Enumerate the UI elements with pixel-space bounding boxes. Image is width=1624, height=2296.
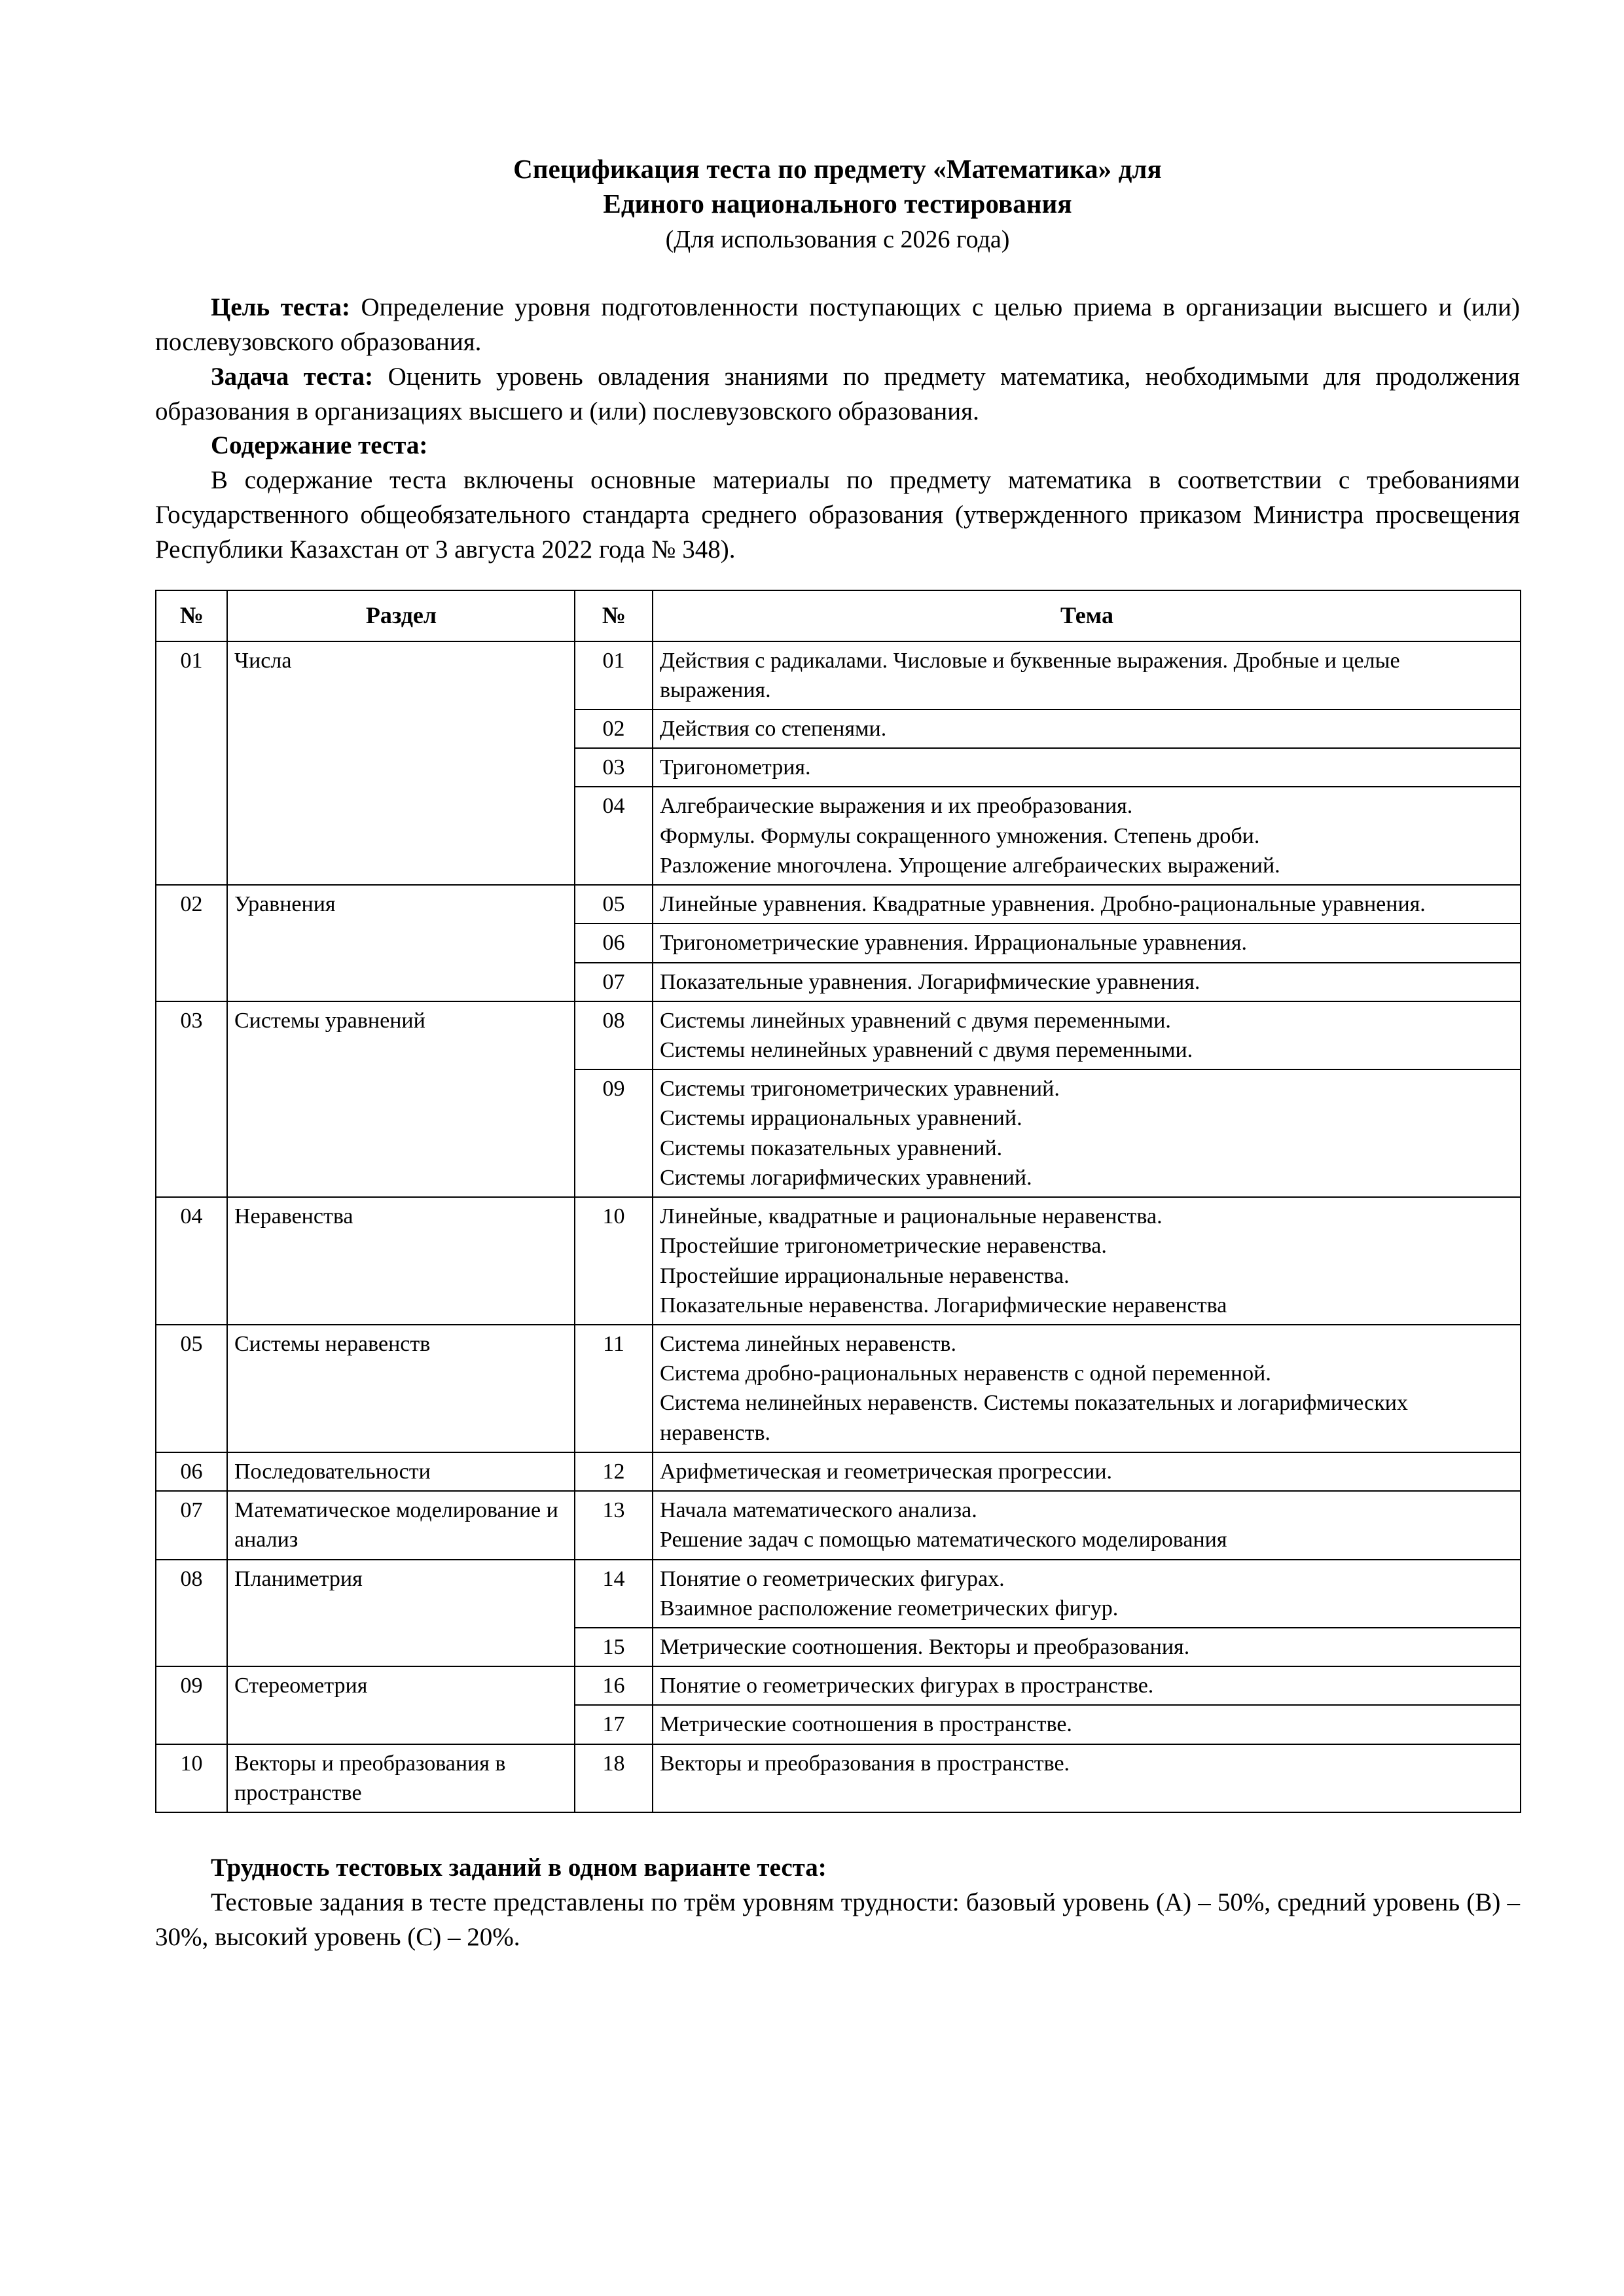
page-subtitle: (Для использования с 2026 года) — [665, 225, 1010, 253]
difficulty-block — [155, 1851, 1520, 1955]
topic-line: Векторы и преобразования в пространстве. — [660, 1751, 1070, 1776]
difficulty-heading: Трудность тестовых заданий в одном варианте теста: — [211, 1854, 827, 1882]
topic-text-cell — [653, 1452, 1521, 1491]
topic-text-cell — [653, 1705, 1521, 1744]
task-label: Задача теста: — [211, 362, 374, 391]
topic-text-cell — [653, 963, 1521, 1001]
section-number-cell: 03 — [156, 1001, 227, 1197]
topic-line: Формулы. Формулы сокращенного умножения. Степень дроби. — [660, 823, 1260, 848]
topic-text-cell — [653, 1666, 1521, 1705]
topic-line: Системы иррациональных уравнений. — [660, 1106, 1022, 1131]
topic-text-cell — [653, 748, 1521, 787]
topic-line: Действия со степенями. — [660, 717, 887, 742]
topic-line: Арифметическая и геометрическая прогрессии. — [660, 1459, 1113, 1484]
page-title-line-2: Единого национального тестирования — [603, 188, 1072, 219]
page-title-line-1: Спецификация теста по предмету «Математика» для — [513, 154, 1162, 184]
topic-line: Алгебраические выражения и их преобразования. — [660, 794, 1133, 819]
topic-line: Система линейных неравенств. — [660, 1331, 956, 1356]
table-row — [156, 641, 1521, 709]
content-paragraph: В содержание теста включены основные материалы по предмету математика в соответствии с требованиями Государственного общеобязательного стандарта среднего образования (утвержденного приказом Министра просвещения Республики Казахстан от 3 августа 2022 года № 348). — [155, 466, 1520, 564]
topic-number-cell: 01 — [575, 641, 653, 709]
purpose-paragraph — [155, 291, 1520, 360]
task-text: Оценить уровень овладения знаниями по предмету математика, необходимыми для продолжения образования в организациях высшего и (или) послевузовского образования. — [155, 362, 1520, 425]
difficulty-paragraph: Тестовые задания в тесте представлены по трём уровням трудности: базовый уровень (А) – 50%, средний уровень (В) – 30%, высокий уровень (С) – 20%. — [155, 1888, 1520, 1951]
topic-text-cell — [653, 1744, 1521, 1812]
topic-line: Понятие о геометрических фигурах. — [660, 1566, 1005, 1591]
topic-number-cell: 15 — [575, 1628, 653, 1666]
topic-number-cell: 03 — [575, 748, 653, 787]
topic-line: Линейные, квадратные и рациональные неравенства. — [660, 1204, 1163, 1229]
topic-line: Система нелинейных неравенств. Системы показательных и логарифмических неравенств. — [660, 1391, 1408, 1445]
column-header-section: Раздел — [227, 590, 575, 641]
topic-line: Начала математического анализа. — [660, 1498, 977, 1523]
topic-line: Системы линейных уравнений с двумя переменными. — [660, 1008, 1171, 1033]
section-name-cell: Системы уравнений — [227, 1001, 575, 1197]
topic-line: Тригонометрия. — [660, 755, 811, 780]
table-row — [156, 1325, 1521, 1452]
title-block — [155, 0, 1520, 256]
topic-line: Метрические соотношения в пространстве. — [660, 1712, 1072, 1737]
topic-number-cell: 14 — [575, 1560, 653, 1628]
topic-line: Системы нелинейных уравнений с двумя переменными. — [660, 1038, 1193, 1063]
topic-number-cell: 13 — [575, 1491, 653, 1559]
topic-line: Метрические соотношения. Векторы и преобразования. — [660, 1634, 1190, 1659]
table-body — [156, 641, 1521, 1812]
topic-number-cell: 05 — [575, 885, 653, 924]
table-header-row — [156, 590, 1521, 641]
section-number-cell: 10 — [156, 1744, 227, 1812]
topic-text-cell — [653, 1560, 1521, 1628]
task-paragraph — [155, 360, 1520, 429]
topic-number-cell: 08 — [575, 1001, 653, 1069]
topic-line: Тригонометрические уравнения. Иррациональные уравнения. — [660, 931, 1247, 956]
topic-number-cell: 11 — [575, 1325, 653, 1452]
topic-text-cell — [653, 1001, 1521, 1069]
section-number-cell: 05 — [156, 1325, 227, 1452]
topic-number-cell: 12 — [575, 1452, 653, 1491]
section-number-cell: 02 — [156, 885, 227, 1001]
table-header — [156, 590, 1521, 641]
column-header-topic: Тема — [653, 590, 1521, 641]
topic-line: Простейшие иррациональные неравенства. — [660, 1263, 1070, 1288]
topic-line: Линейные уравнения. Квадратные уравнения. Дробно-рациональные уравнения. — [660, 892, 1426, 917]
column-header-section-number: № — [156, 590, 227, 641]
topic-text-cell — [653, 641, 1521, 709]
topic-text-cell — [653, 885, 1521, 924]
topic-number-cell: 17 — [575, 1705, 653, 1744]
topic-line: Система дробно-рациональных неравенств с одной переменной. — [660, 1361, 1271, 1386]
section-name-cell: Системы неравенств — [227, 1325, 575, 1452]
section-name-cell: Стереометрия — [227, 1666, 575, 1744]
section-number-cell: 04 — [156, 1197, 227, 1325]
section-name-cell: Планиметрия — [227, 1560, 575, 1667]
table-row — [156, 1491, 1521, 1559]
specification-table — [155, 590, 1521, 1813]
table-row — [156, 1452, 1521, 1491]
section-number-cell: 06 — [156, 1452, 227, 1491]
topic-text-cell — [653, 1325, 1521, 1452]
table-row — [156, 1197, 1521, 1325]
column-header-topic-number: № — [575, 590, 653, 641]
topic-text-cell — [653, 787, 1521, 885]
topic-line: Разложение многочлена. Упрощение алгебраических выражений. — [660, 853, 1280, 878]
content-heading: Содержание теста: — [211, 431, 428, 460]
topic-line: Действия с радикалами. Числовые и буквенные выражения. Дробные и целые выражения. — [660, 648, 1400, 702]
topic-line: Показательные уравнения. Логарифмические уравнения. — [660, 969, 1200, 994]
topic-number-cell: 07 — [575, 963, 653, 1001]
section-name-cell: Уравнения — [227, 885, 575, 1001]
section-name-cell: Последовательности — [227, 1452, 575, 1491]
topic-line: Решение задач с помощью математического моделирования — [660, 1528, 1227, 1552]
topic-number-cell: 09 — [575, 1069, 653, 1197]
topic-number-cell: 16 — [575, 1666, 653, 1705]
topic-text-cell — [653, 1628, 1521, 1666]
topic-line: Понятие о геометрических фигурах в пространстве. — [660, 1674, 1154, 1698]
section-number-cell: 07 — [156, 1491, 227, 1559]
topic-number-cell: 18 — [575, 1744, 653, 1812]
section-name-cell: Числа — [227, 641, 575, 886]
table-row — [156, 1001, 1521, 1069]
topic-number-cell: 02 — [575, 709, 653, 748]
section-number-cell: 09 — [156, 1666, 227, 1744]
table-row — [156, 1560, 1521, 1628]
topic-line: Взаимное расположение геометрических фигур. — [660, 1596, 1119, 1621]
topic-line: Системы показательных уравнений. — [660, 1136, 1003, 1160]
section-number-cell: 01 — [156, 641, 227, 886]
topic-text-cell — [653, 1069, 1521, 1197]
section-name-cell: Векторы и преобразования в пространстве — [227, 1744, 575, 1812]
purpose-label: Цель теста: — [211, 293, 350, 321]
topic-number-cell: 04 — [575, 787, 653, 885]
topic-line: Системы тригонометрических уравнений. — [660, 1077, 1060, 1102]
topic-line: Показательные неравенства. Логарифмические неравенства — [660, 1293, 1227, 1318]
topic-number-cell: 10 — [575, 1197, 653, 1325]
section-number-cell: 08 — [156, 1560, 227, 1667]
table-row — [156, 1744, 1521, 1812]
topic-text-cell — [653, 1491, 1521, 1559]
topic-text-cell — [653, 924, 1521, 962]
table-row — [156, 1666, 1521, 1705]
topic-number-cell: 06 — [575, 924, 653, 962]
table-row — [156, 885, 1521, 924]
section-name-cell: Неравенства — [227, 1197, 575, 1325]
topic-text-cell — [653, 1197, 1521, 1325]
document-content — [155, 0, 1520, 1955]
topic-line: Простейшие тригонометрические неравенства. — [660, 1234, 1107, 1259]
topic-line: Системы логарифмических уравнений. — [660, 1165, 1032, 1190]
section-name-cell: Математическое моделирование и анализ — [227, 1491, 575, 1559]
purpose-text: Определение уровня подготовленности поступающих с целью приема в организации высшего и (или) послевузовского образования. — [155, 293, 1520, 356]
topic-text-cell — [653, 709, 1521, 748]
